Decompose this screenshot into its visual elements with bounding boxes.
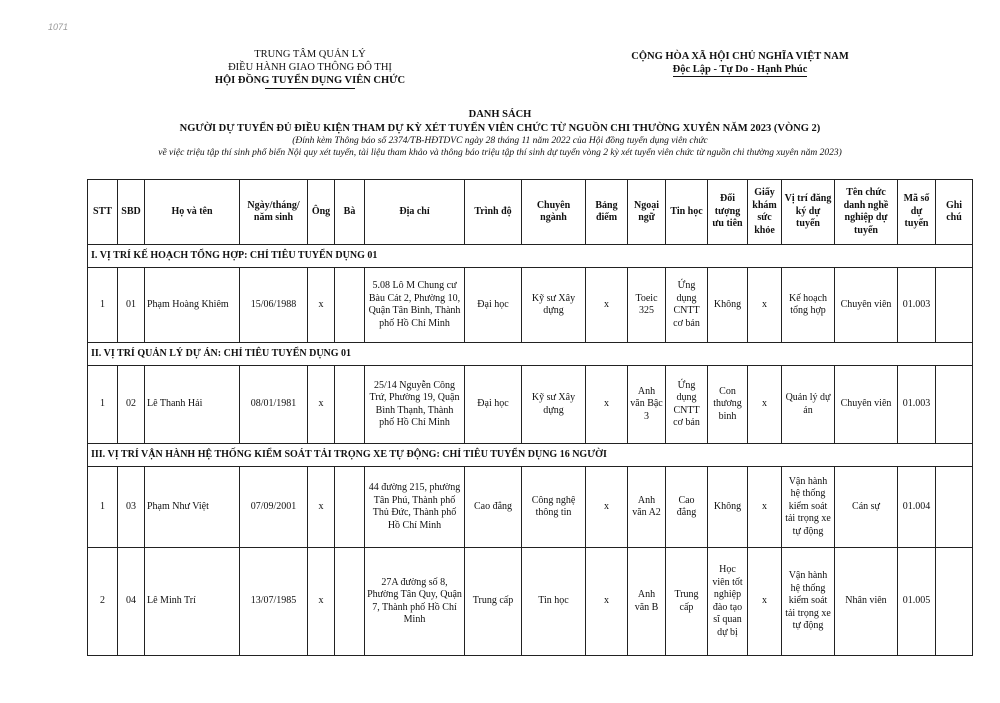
table-header-row <box>88 180 973 245</box>
cell-major: Tin học <box>522 548 586 656</box>
col-lang: Ngoại ngữ <box>628 180 666 245</box>
agency-line-1: TRUNG TÂM QUẢN LÝ <box>254 49 366 60</box>
cell-note <box>936 467 973 548</box>
table-row <box>88 366 973 444</box>
cell-priority: Không <box>708 268 748 343</box>
col-female: Bà <box>335 180 365 245</box>
cell-stt: 1 <box>88 366 118 444</box>
cell-position: Kế hoạch tổng hợp <box>782 268 835 343</box>
cell-sbd: 01 <box>118 268 145 343</box>
cell-stt: 1 <box>88 467 118 548</box>
cell-level: Cao đẳng <box>465 467 522 548</box>
cell-name: Lê Minh Trí <box>145 548 240 656</box>
cell-title: Chuyên viên <box>835 268 898 343</box>
cell-health: x <box>748 467 782 548</box>
cell-lang: Anh văn A2 <box>628 467 666 548</box>
cell-note <box>936 366 973 444</box>
cell-male: x <box>308 548 335 656</box>
cell-level: Đại học <box>465 366 522 444</box>
cell-female <box>335 268 365 343</box>
agency-line-2: ĐIỀU HÀNH GIAO THÔNG ĐÔ THỊ <box>228 62 392 73</box>
cell-lang: Anh văn B <box>628 548 666 656</box>
national-header <box>600 50 880 77</box>
cell-name: Phạm Như Việt <box>145 467 240 548</box>
section-heading-row <box>88 343 973 366</box>
cell-health: x <box>748 548 782 656</box>
section-heading: III. VỊ TRÍ VẬN HÀNH HỆ THỐNG KIỂM SOÁT TẢI TRỌNG XE TỰ ĐỘNG: CHỈ TIÊU TUYỂN DỤNG 16 NGƯỜI <box>88 444 973 467</box>
cell-priority: Không <box>708 467 748 548</box>
cell-name: Lê Thanh Hải <box>145 366 240 444</box>
cell-major: Kỹ sư Xây dựng <box>522 268 586 343</box>
section-heading: II. VỊ TRÍ QUẢN LÝ DỰ ÁN: CHỈ TIÊU TUYỂN DỤNG 01 <box>88 343 973 366</box>
col-dob: Ngày/tháng/ năm sinh <box>240 180 308 245</box>
cell-note <box>936 268 973 343</box>
cell-code: 01.003 <box>898 366 936 444</box>
cell-note <box>936 548 973 656</box>
cell-position: Vận hành hệ thống kiểm soát tải trọng xe tự động <box>782 467 835 548</box>
agency-underline <box>265 88 355 89</box>
col-health: Giấy khám sức khỏe <box>748 180 782 245</box>
document-note-2: về việc triệu tập thí sinh phổ biến Nội quy xét tuyển, tài liệu tham khảo và thông báo triệu tập thí sinh dự tuyển vòng 2 kỳ xét tuyển viên chức từ nguồn chi thường xuyên năm 2023) <box>158 148 842 158</box>
table-row <box>88 548 973 656</box>
cell-level: Trung cấp <box>465 548 522 656</box>
scan-mark: 1071 <box>48 22 69 32</box>
cell-grade: x <box>586 268 628 343</box>
cell-title: Nhân viên <box>835 548 898 656</box>
section-heading-row <box>88 444 973 467</box>
document-note-1: (Đính kèm Thông báo số 2374/TB-HĐTDVC ngày 28 tháng 11 năm 2022 của Hội đồng tuyển dụng viên chức <box>292 136 708 146</box>
national-title: CỘNG HÒA XÃ HỘI CHỦ NGHĨA VIỆT NAM <box>631 51 849 62</box>
col-priority: Đối tượng ưu tiên <box>708 180 748 245</box>
cell-address: 27A đường số 8, Phường Tân Quy, Quận 7, Thành phố Hồ Chí Minh <box>365 548 465 656</box>
cell-major: Công nghệ thông tin <box>522 467 586 548</box>
cell-male: x <box>308 467 335 548</box>
cell-grade: x <box>586 366 628 444</box>
cell-sbd: 04 <box>118 548 145 656</box>
cell-code: 01.004 <box>898 467 936 548</box>
candidate-table <box>87 179 973 656</box>
cell-name: Phạm Hoàng Khiêm <box>145 268 240 343</box>
section-heading-row <box>88 245 973 268</box>
col-title: Tên chức danh nghề nghiệp dự tuyển <box>835 180 898 245</box>
cell-major: Kỹ sư Xây dựng <box>522 366 586 444</box>
cell-health: x <box>748 366 782 444</box>
table-row <box>88 268 973 343</box>
cell-priority: Con thương binh <box>708 366 748 444</box>
cell-code: 01.005 <box>898 548 936 656</box>
col-note: Ghi chú <box>936 180 973 245</box>
cell-dob: 13/07/1985 <box>240 548 308 656</box>
cell-position: Vận hành hệ thống kiểm soát tải trọng xe tự động <box>782 548 835 656</box>
agency-header <box>190 48 430 89</box>
cell-dob: 08/01/1981 <box>240 366 308 444</box>
cell-address: 25/14 Nguyễn Công Trứ, Phường 19, Quận Bình Thạnh, Thành phố Hồ Chí Minh <box>365 366 465 444</box>
col-level: Trình độ <box>465 180 522 245</box>
cell-code: 01.003 <box>898 268 936 343</box>
col-sbd: SBD <box>118 180 145 245</box>
col-male: Ông <box>308 180 335 245</box>
col-major: Chuyên ngành <box>522 180 586 245</box>
cell-address: 5.08 Lô M Chung cư Bàu Cát 2, Phường 10, Quận Tân Bình, Thành phố Hồ Chí Minh <box>365 268 465 343</box>
cell-female <box>335 366 365 444</box>
cell-it: Ứng dụng CNTT cơ bản <box>666 268 708 343</box>
cell-grade: x <box>586 467 628 548</box>
cell-dob: 15/06/1988 <box>240 268 308 343</box>
cell-male: x <box>308 268 335 343</box>
cell-stt: 1 <box>88 268 118 343</box>
cell-level: Đại học <box>465 268 522 343</box>
cell-grade: x <box>586 548 628 656</box>
col-address: Địa chỉ <box>365 180 465 245</box>
col-grade: Bảng điểm <box>586 180 628 245</box>
col-name: Họ và tên <box>145 180 240 245</box>
col-it: Tin học <box>666 180 708 245</box>
cell-it: Trung cấp <box>666 548 708 656</box>
col-code: Mã số dự tuyển <box>898 180 936 245</box>
cell-title: Cán sự <box>835 467 898 548</box>
cell-address: 44 đường 215, phường Tân Phú, Thành phố Thủ Đức, Thành phố Hồ Chí Minh <box>365 467 465 548</box>
cell-title: Chuyên viên <box>835 366 898 444</box>
cell-sbd: 03 <box>118 467 145 548</box>
cell-health: x <box>748 268 782 343</box>
cell-female <box>335 548 365 656</box>
cell-position: Quản lý dự án <box>782 366 835 444</box>
agency-line-3: HỘI ĐỒNG TUYỂN DỤNG VIÊN CHỨC <box>214 75 406 86</box>
cell-stt: 2 <box>88 548 118 656</box>
document-title-block <box>60 108 940 159</box>
cell-lang: Toeic 325 <box>628 268 666 343</box>
cell-male: x <box>308 366 335 444</box>
table-row <box>88 467 973 548</box>
cell-priority: Học viên tốt nghiệp đào tạo sĩ quan dự bị <box>708 548 748 656</box>
cell-lang: Anh văn Bậc 3 <box>628 366 666 444</box>
document-subtitle: NGƯỜI DỰ TUYỂN ĐỦ ĐIỀU KIỆN THAM DỰ KỲ XÉT TUYỂN VIÊN CHỨC TỪ NGUỒN CHI THƯỜNG XUYÊN NĂM 2023 (VÒNG 2) <box>179 123 821 134</box>
national-motto: Độc Lập - Tự Do - Hạnh Phúc <box>672 64 808 75</box>
col-stt: STT <box>88 180 118 245</box>
document-title: DANH SÁCH <box>468 109 532 120</box>
cell-it: Ứng dụng CNTT cơ bản <box>666 366 708 444</box>
section-heading: I. VỊ TRÍ KẾ HOẠCH TỔNG HỢP: CHỈ TIÊU TUYỂN DỤNG 01 <box>88 245 973 268</box>
cell-dob: 07/09/2001 <box>240 467 308 548</box>
cell-female <box>335 467 365 548</box>
cell-sbd: 02 <box>118 366 145 444</box>
cell-it: Cao đẳng <box>666 467 708 548</box>
col-position: Vị trí đăng ký dự tuyển <box>782 180 835 245</box>
